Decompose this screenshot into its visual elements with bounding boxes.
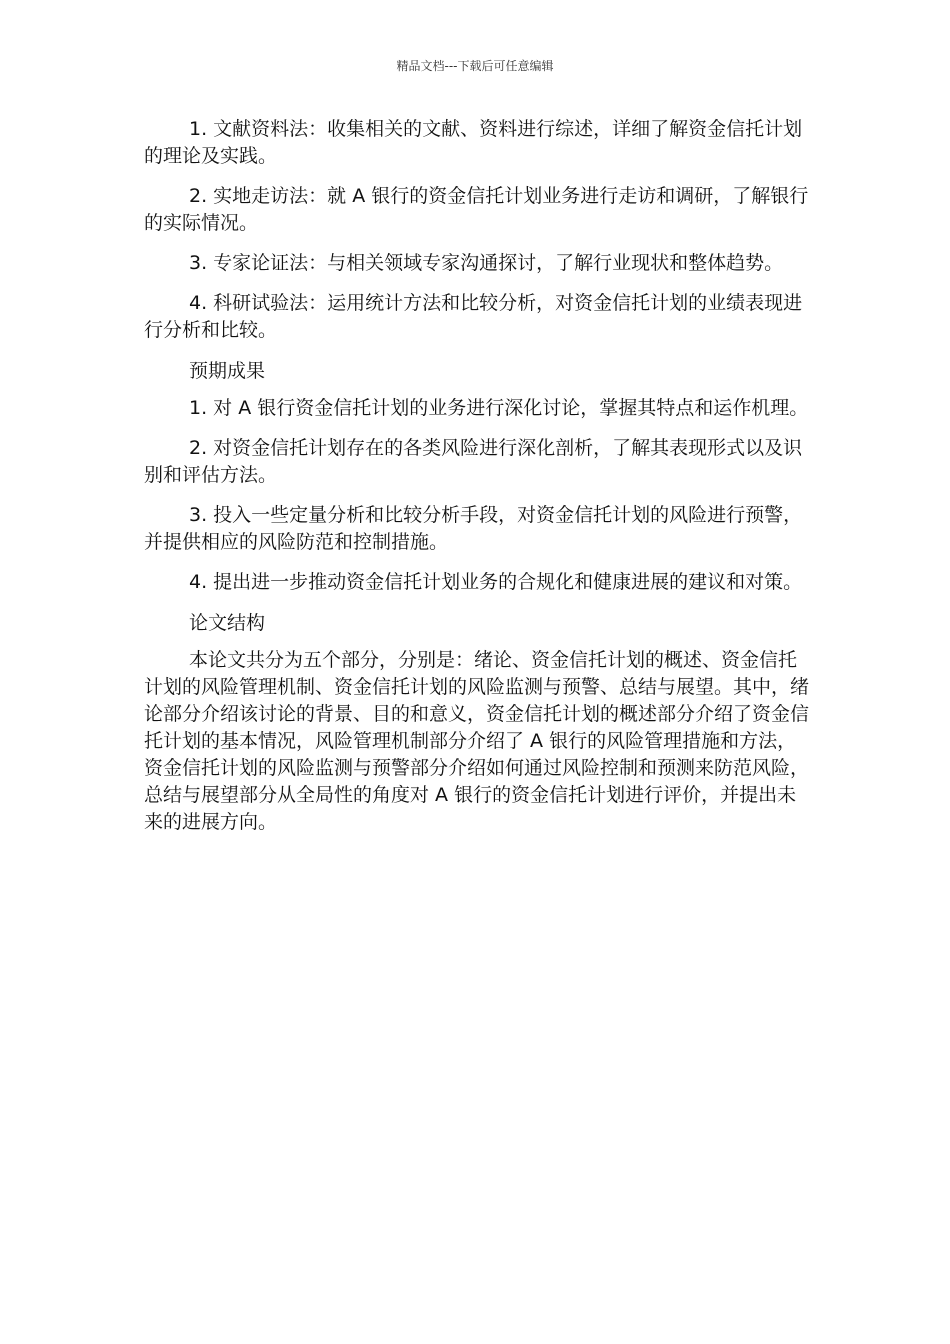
result-item-1: 1. 对 A 银行资金信托计划的业务进行深化讨论，掌握其特点和运作机理。 (189, 397, 809, 419)
result-item-2: 2. 对资金信托计划存在的各类风险进行深化剖析，了解其表现形式以及识别和评估方法。 (144, 437, 803, 486)
method-item-1: 1. 文献资料法：收集相关的文献、资料进行综述，详细了解资金信托计划的理论及实践。 (144, 118, 803, 167)
result-item-4: 4. 提出进一步推动资金信托计划业务的合规化和健康进展的建议和对策。 (189, 571, 803, 593)
result-item-3: 3. 投入一些定量分析和比较分析手段，对资金信托计划的风险进行预警，并提供相应的风险防范和控制措施。 (144, 504, 803, 553)
page-header: 精品文档---下载后可任意编辑 (396, 59, 554, 73)
method-item-3: 3. 专家论证法：与相关领域专家沟通探讨，了解行业现状和整体趋势。 (189, 252, 784, 274)
structure-body: 本论文共分为五个部分，分别是：绪论、资金信托计划的概述、资金信托计划的风险管理机制、资金信托计划的风险监测与预警、总结与展望。其中，绪论部分介绍该讨论的背景、目的和意义，资金信托计划的概述部分介绍了资金信托计划的基本情况，风险管理机制部分介绍了 A 银行的风险管理措施和方法，资金信托计划的风险监测与预警部分介绍如何通过风险控制和预测来防范风险，总结与展望部分从全局性的角度对 A 银行的资金信托计划进行评价，并提出未来的进展方向。 (144, 649, 810, 833)
method-item-4: 4. 科研试验法：运用统计方法和比较分析，对资金信托计划的业绩表现进行分析和比较。 (144, 292, 803, 341)
structure-heading: 论文结构 (189, 612, 266, 634)
document-body (144, 116, 809, 849)
expected-results-heading: 预期成果 (189, 360, 266, 382)
method-item-2: 2. 实地走访法：就 A 银行的资金信托计划业务进行走访和调研，了解银行的实际情况。 (144, 185, 809, 234)
